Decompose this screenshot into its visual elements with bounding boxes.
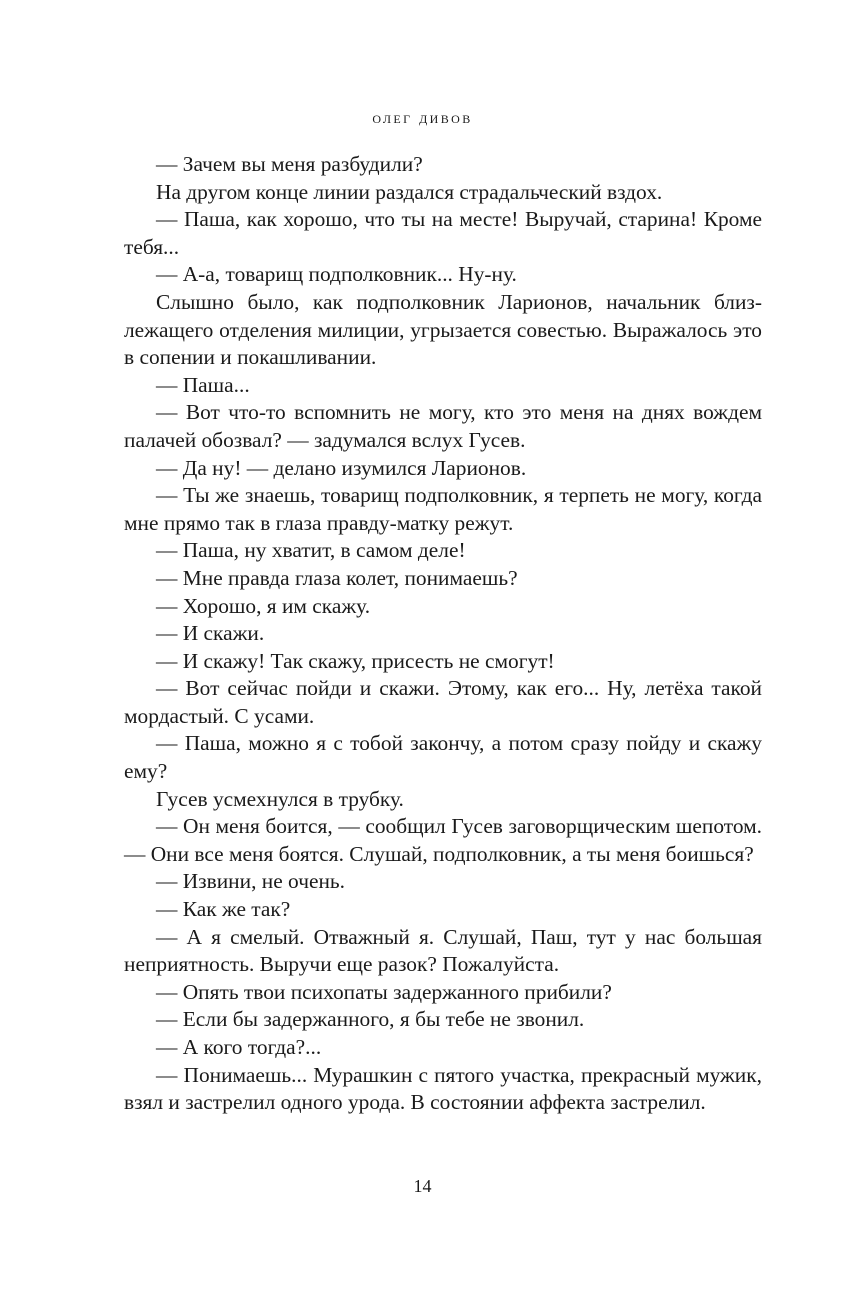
paragraph: — И скажу! Так скажу, присесть не смогут! xyxy=(156,648,555,673)
paragraph: — Зачем вы меня разбудили? xyxy=(156,152,423,176)
paragraph: На другом конце линии раздался страдальческий вздох. xyxy=(156,179,663,204)
paragraph: — А кого тогда?... xyxy=(156,1035,322,1059)
paragraph: — Паша, ну хватит, в самом деле! xyxy=(156,538,466,563)
body-text xyxy=(124,151,762,1117)
paragraph: — Паша... xyxy=(156,372,250,397)
paragraph: — Если бы задержанного, я бы тебе не звонил. xyxy=(156,1007,585,1032)
paragraph: — А я смелый. Отважный я. Слушай, Паш, тут у нас большая неприятность. Выручи еще разок? Пожалуйста. xyxy=(124,924,762,977)
paragraph: Гусев усмехнулся в трубку. xyxy=(156,786,404,811)
paragraph: — Паша, как хорошо, что ты на месте! Выручай, старина! Кроме тебя... xyxy=(124,207,762,259)
paragraph: — Хорошо, я им скажу. xyxy=(156,593,371,618)
paragraph: — Как же так? xyxy=(156,897,291,922)
paragraph: Слышно было, как подполковник Ларионов, начальник близлежащего отделения милиции, угрызается совестью. Выражалось это в сопении и покашливании. xyxy=(124,289,762,370)
paragraph: — Паша, можно я с тобой закончу, а потом сразу пойду и скажу ему? xyxy=(124,731,762,784)
paragraph: — Вот что-то вспомнить не могу, кто это меня на днях вождем палачей обозвал? — задумался вслух Гусев. xyxy=(124,400,762,452)
paragraph: — И скажи. xyxy=(156,621,265,646)
paragraph: — Понимаешь... Мурашкин с пятого участка, прекрасный мужик, взял и застрелил одного урода. В состоянии аффекта застрелил. xyxy=(124,1062,762,1115)
paragraph: — Вот сейчас пойди и скажи. Этому, как его... Ну, летёха такой мордастый. С усами. xyxy=(124,676,762,728)
paragraph: — Он меня боится, — сообщил Гусев заговорщическим шепотом. — Они все меня боятся. Слушай, подполковник, а ты меня боишься? xyxy=(124,814,762,866)
paragraph: — Да ну! — делано изумился Ларионов. xyxy=(156,455,527,480)
paragraph: — Опять твои психопаты задержанного прибили? xyxy=(156,979,612,1004)
paragraph: — Ты же знаешь, товарищ подполковник, я терпеть не могу, когда мне прямо так в глаза правду-матку режут. xyxy=(124,483,762,535)
running-header: олег дивов xyxy=(372,108,473,127)
paragraph: — Извини, не очень. xyxy=(156,869,346,894)
paragraph: — Мне правда глаза колет, понимаешь? xyxy=(156,565,518,590)
page-number: 14 xyxy=(413,1176,432,1196)
paragraph: — А-а, товарищ подполковник... Ну-ну. xyxy=(156,262,517,287)
